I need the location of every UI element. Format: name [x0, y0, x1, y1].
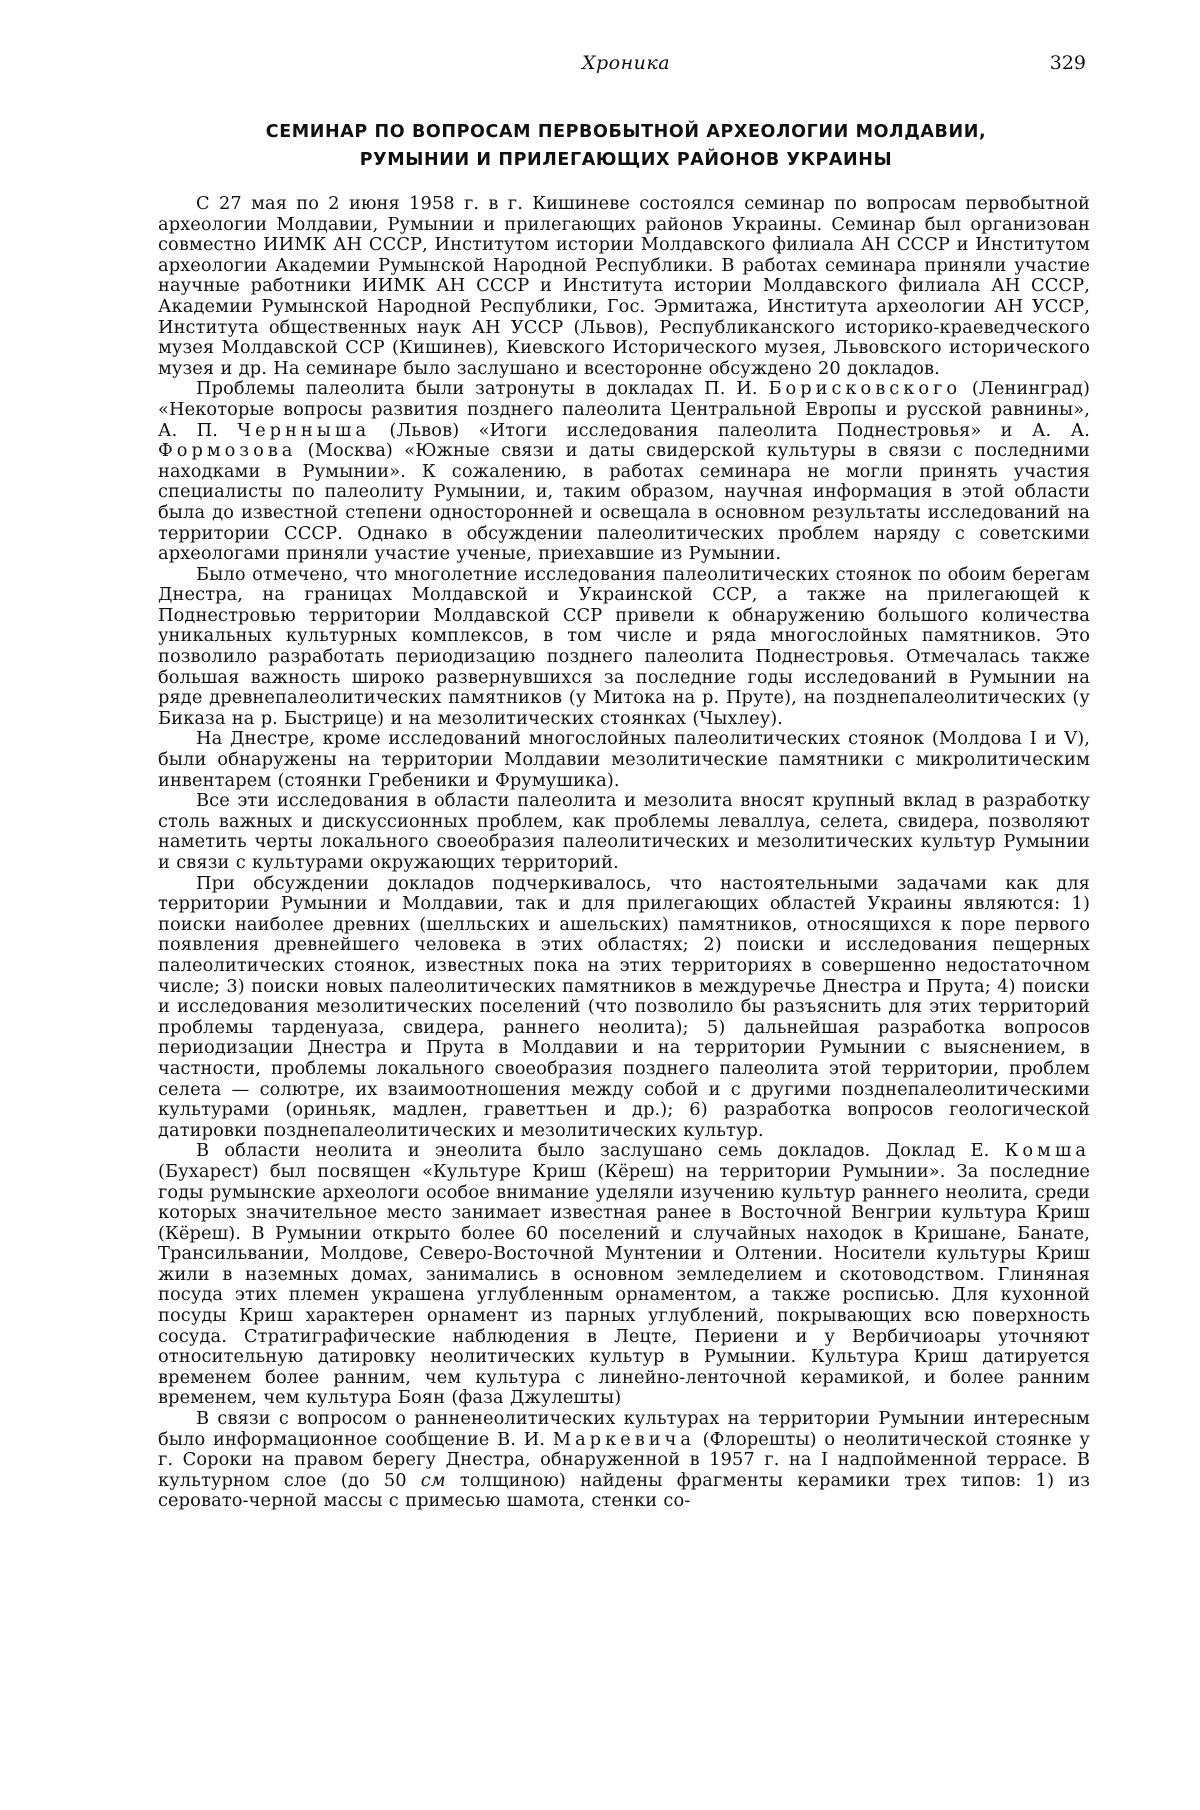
author-name: Формозова	[158, 440, 297, 462]
paragraph-text: Проблемы палеолита были затронуты в докладах П. И.	[196, 378, 769, 400]
paragraph: С 27 мая по 2 июня 1958 г. в г. Кишиневе состоялся семинар по вопросам первобытной археологии Молдавии, Румынии и прилегающих районов Украины. Семинар был организован совместно ИИМК АН СССР, Институтом истории Молдавского филиала АН СССР и Институтом археологии Академии Румынской Народной Республики. В работах семинара приняли участие научные работники ИИМК АН СССР и Института истории Молдавского филиала АН СССР, Академии Румынской Народной Республики, Гос. Эрмитажа, Института археологии АН УССР, Института общественных наук АН УССР (Львов), Республиканского историко-краеведческого музея Молдавской ССР (Кишинев), Киевского Исторического музея, Львовского исторического музея и др. На семинаре было заслушано и всесторонне обсуждено 20 докладов.	[158, 193, 1090, 379]
section-name: Хроника	[581, 52, 671, 74]
running-head	[152, 52, 1100, 84]
paragraph: Все эти исследования в области палеолита и мезолита вносят крупный вклад в разработку столь важных и дискуссионных проблем, как проблемы леваллуа, селета, свидера, позволяют наметить черты локального своеобразия палеолитических и мезолитических культур Румынии и связи с культурами окружающих территорий.	[158, 790, 1090, 873]
author-name: Маркевича	[552, 1428, 695, 1450]
title-line-1: СЕМИНАР ПО ВОПРОСАМ ПЕРВОБЫТНОЙ АРХЕОЛОГИИ МОЛДАВИИ,	[265, 122, 987, 142]
author-name: Чернныша	[237, 419, 371, 441]
author-name: Комша	[1004, 1140, 1090, 1162]
author-name: Борисковского	[768, 378, 962, 400]
article-title	[152, 118, 1100, 174]
unit-text: см	[420, 1469, 446, 1491]
article-body	[158, 194, 1090, 1512]
page-number: 329	[1049, 52, 1086, 74]
paragraph-text: В связи с вопросом о ранненеолитических культурах на территории Румынии интересным было информационное сообщение В. И.	[158, 1408, 1090, 1450]
paragraph-text: (Флорешты) о неолитической стоянке у г. Сороки на правом берегу Днестра, обнаруженной в 1957 г. на I надпойменной террасе. В культурном слое (до 50	[158, 1428, 1090, 1491]
paragraph	[158, 1141, 1090, 1409]
paragraph-text: (Львов) «Итоги исследования палеолита Поднестровья» и А. А.	[370, 419, 1090, 441]
paragraph-text: В области неолита и энеолита было заслушано семь докладов. Доклад Е.	[196, 1140, 1005, 1162]
title-line-2: РУМЫНИИ И ПРИЛЕГАЮЩИХ РАЙОНОВ УКРАИНЫ	[359, 150, 893, 170]
paragraph	[158, 379, 1090, 564]
paragraph-text: толщиною) найдены фрагменты керамики трех типов: 1) из серовато-черной массы с примесью шамота, стенки со-	[158, 1469, 1091, 1512]
paragraph-text: (Бухарест) был посвящен «Культуре Криш (Кёреш) на территории Румынии». За последние годы румынские археологи особое внимание уделяли изучению культур раннего неолита, среди которых значительное место занимает известная ранее в Восточной Венгрии культура Криш (Кёреш). В Румынии открыто более 60 поселений и случайных находок в Кришане, Банате, Трансильвании, Молдове, Северо-Восточной Мунтении и Олтении. Носители культуры Криш жили в наземных домах, занимались в основном земледелием и скотоводством. Глиняная посуда этих племен украшена углубленным орнаментом, а также росписью. Для кухонной посуды Криш характерен орнамент из парных углублений, покрывающих всю поверхность сосуда. Стратиграфические наблюдения в Лецте, Периени и у Вербичиоары уточняют относительную датировку неолитических культур в Румынии. Культура Криш датируется временем более ранним, чем культура с линейно-ленточной керамикой, и более ранним временем, чем культура Боян (фаза Джулешты)	[158, 1160, 1090, 1409]
paragraph: На Днестре, кроме исследований многослойных палеолитических стоянок (Молдова I и V), были обнаружены на территории Молдавии мезолитические памятники с микролитическим инвентарем (стоянки Гребеники и Фрумушика).	[158, 728, 1090, 791]
paragraph: При обсуждении докладов подчеркивалось, что настоятельными задачами как для территории Румынии и Молдавии, так и для прилегающих областей Украины являются: 1) поиски наиболее древних (шелльских и ашельских) памятников, относящихся к поре первого появления древнейшего человека в этих областях; 2) поиски и исследования пещерных палеолитических стоянок, известных пока на этих территориях в совершенно недостаточном числе; 3) поиски новых палеолитических памятников в междуречье Днестра и Прута; 4) поиски и исследования мезолитических поселений (что позволило бы разъяснить для этих территорий проблемы тарденуаза, свидера, раннего неолита); 5) дальнейшая разработка вопросов периодизации Днестра и Прута в Молдавии и на территории Румынии с выяснением, в частности, проблемы локального своеобразия позднего палеолита этой территории, проблем селета — солютре, их взаимоотношения между собой и с другими позднепалеолитическими культурами (ориньяк, мадлен, граветтьен и др.); 6) разработка вопросов геологической датировки позднепалеолитических и мезолитических культур.	[158, 872, 1090, 1141]
paragraph: Было отмечено, что многолетние исследования палеолитических стоянок по обоим берегам Днестра, на границах Молдавской и Украинской ССР, а также на прилегающей к Поднестровью территории Молдавской ССР привели к обнаружению большого количества уникальных культурных комплексов, в том числе и ряда многослойных памятников. Это позволило разработать периодизацию позднего палеолита Поднестровья. Отмечалась также большая важность широко развернувшихся за последние годы исследований в Румынии на ряде древнепалеолитических памятников (у Митока на р. Пруте), на позднепалеолитических (у Биказа на р. Быстрице) и на мезолитических стоянках (Чыхлеу).	[158, 563, 1090, 729]
paragraph-text: (Ленинград) «Некоторые вопросы развития позднего палеолита Центральной Европы и русской равнины», А. П.	[158, 378, 1090, 441]
paragraph	[158, 1409, 1090, 1512]
paragraph-text: (Москва) «Южные связи и даты свидерской культуры в связи с последними находками в Румынии». К сожалению, в работах семинара не могли принять участия специалисты по палеолиту Румынии, и, таким образом, научная информация в этой области была до известной степени односторонней и освещала в основном результаты исследований на территории СССР. Однако в обсуждении палеолитических проблем наряду с советскими археологами приняли участие ученые, приехавшие из Румынии.	[158, 440, 1090, 565]
